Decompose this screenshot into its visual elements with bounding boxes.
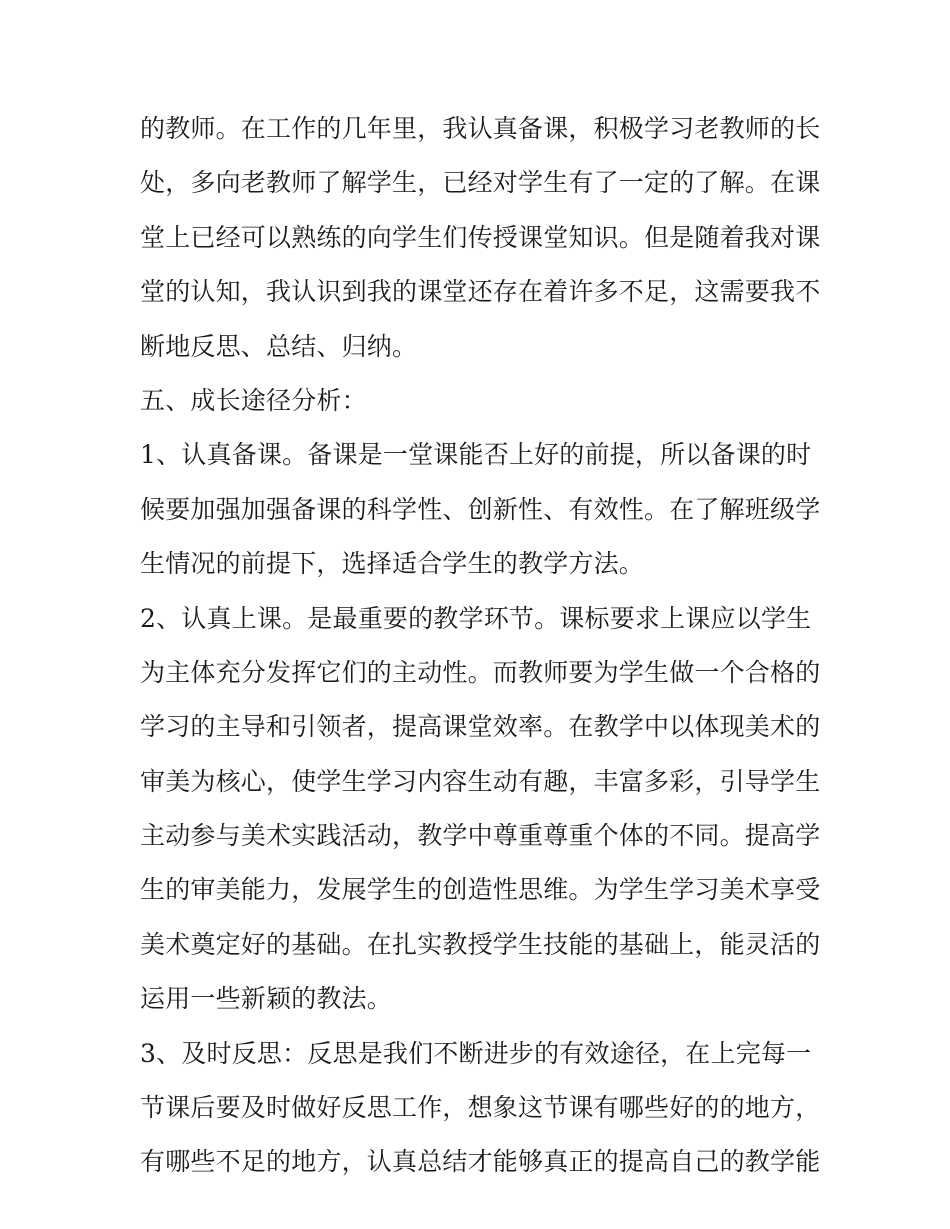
text-line: 候要加强加强备课的科学性、创新性、有效性。在了解班级学 bbox=[140, 494, 821, 524]
text-line: 3、及时反思：反思是我们不断进步的有效途径，在上完每一 bbox=[140, 1038, 812, 1068]
text-line: 美术奠定好的基础。在扎实教授学生技能的基础上，能灵活的 bbox=[140, 929, 821, 959]
text-line: 的教师。在工作的几年里，我认真备课，积极学习老教师的长 bbox=[140, 114, 821, 143]
text-line: 堂的认知，我认识到我的课堂还存在着许多不足，这需要我不 bbox=[140, 277, 821, 307]
text-line: 1、认真备课。备课是一堂课能否上好的前提，所以备课的时 bbox=[140, 440, 812, 470]
text-line: 为主体充分发挥它们的主动性。而教师要为学生做一个合格的 bbox=[140, 657, 821, 687]
text-line: 主动参与美术实践活动，教学中尊重尊重个体的不同。提高学 bbox=[140, 821, 821, 851]
text-line: 学习的主导和引领者，提高课堂效率。在教学中以体现美术的 bbox=[140, 712, 821, 742]
text-line: 生的审美能力，发展学生的创造性思维。为学生学习美术享受 bbox=[140, 875, 821, 905]
text-line: 生情况的前提下，选择适合学生的教学方法。 bbox=[140, 549, 645, 579]
text-line: 审美为核心，使学生学习内容生动有趣，丰富多彩，引导学生 bbox=[140, 766, 821, 796]
text-line: 有哪些不足的地方，认真总结才能够真正的提高自己的教学能 bbox=[140, 1147, 821, 1177]
section-heading: 五、成长途径分析： bbox=[140, 385, 367, 415]
text-line: 断地反思、总结、归纳。 bbox=[140, 331, 418, 361]
text-line: 堂上已经可以熟练的向学生们传授课堂知识。但是随着我对课 bbox=[140, 222, 821, 252]
text-line: 处，多向老教师了解学生，已经对学生有了一定的了解。在课 bbox=[140, 168, 821, 198]
text-line: 2、认真上课。是最重要的教学环节。课标要求上课应以学生 bbox=[140, 603, 812, 633]
text-line: 节课后要及时做好反思工作，想象这节课有哪些好的的地方， bbox=[140, 1093, 821, 1123]
text-line: 运用一些新颖的教法。 bbox=[140, 984, 393, 1014]
